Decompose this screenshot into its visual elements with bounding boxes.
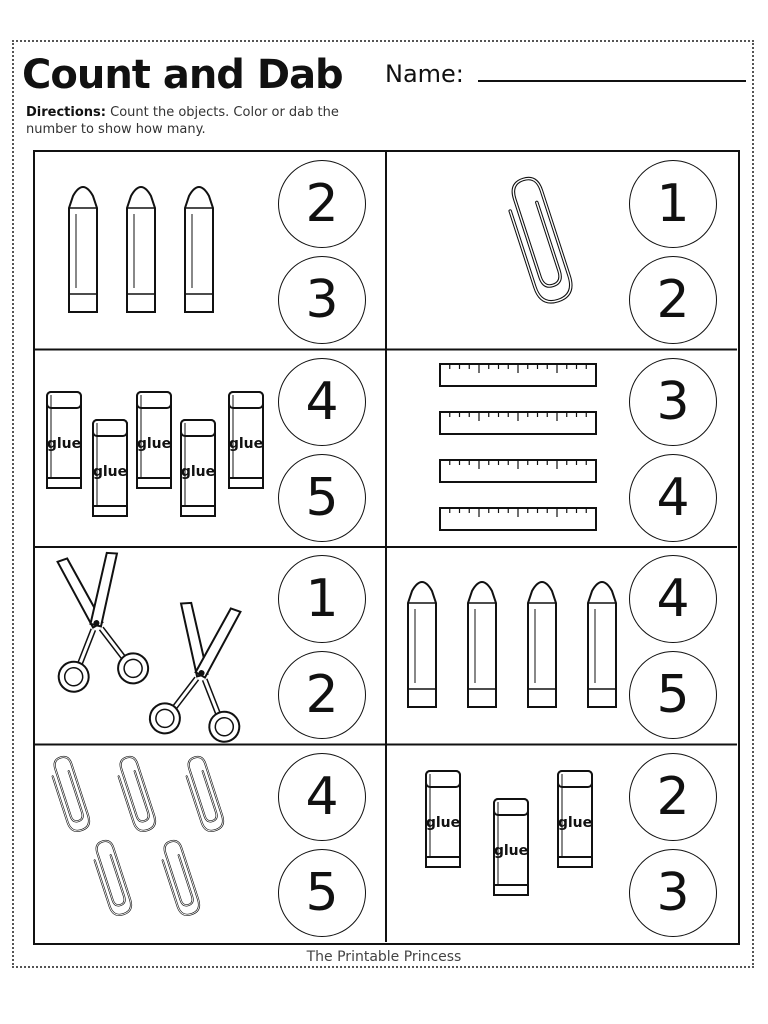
paperclip-icon	[158, 838, 202, 917]
glue-stick-icon	[47, 392, 81, 488]
glue-label: glue	[228, 435, 264, 452]
glue-stick-icon	[137, 392, 171, 488]
glue-label: glue	[557, 814, 593, 831]
objects-picture	[35, 350, 275, 548]
count-cell	[35, 350, 386, 548]
number-circle[interactable]: 2	[278, 651, 366, 739]
glue-label: glue	[180, 463, 216, 480]
number-circle[interactable]: 5	[278, 849, 366, 937]
glue-label: glue	[136, 435, 172, 452]
number-circle[interactable]: 2	[629, 256, 717, 344]
objects-picture	[386, 547, 626, 745]
number-circle[interactable]: 4	[629, 555, 717, 643]
directions-label: Directions:	[26, 105, 106, 120]
glue-stick-icon	[93, 420, 127, 516]
count-cell	[386, 152, 737, 350]
number-circle[interactable]: 3	[629, 358, 717, 446]
glue-label: glue	[425, 814, 461, 831]
name-line[interactable]	[478, 80, 746, 82]
glue-stick-icon	[229, 392, 263, 488]
count-cell	[386, 745, 737, 943]
worksheet-grid	[33, 150, 740, 945]
paperclip-icon	[182, 754, 226, 833]
objects-picture	[35, 745, 275, 943]
objects-picture	[386, 152, 626, 350]
name-label: Name:	[385, 60, 464, 88]
number-circle[interactable]: 2	[278, 160, 366, 248]
number-circle[interactable]: 1	[629, 160, 717, 248]
glue-label: glue	[46, 435, 82, 452]
glue-stick-icon	[181, 420, 215, 516]
glue-stick-icon	[558, 771, 592, 867]
number-circle[interactable]: 4	[278, 753, 366, 841]
ruler-icon	[440, 364, 596, 386]
paperclip-icon	[502, 175, 575, 306]
glue-stick-icon	[426, 771, 460, 867]
scissors-icon	[148, 599, 256, 743]
objects-picture	[35, 547, 275, 745]
objects-picture	[386, 745, 626, 943]
paperclip-icon	[114, 754, 158, 833]
count-cell	[35, 745, 386, 943]
number-circle[interactable]: 3	[629, 849, 717, 937]
objects-picture	[35, 152, 275, 350]
glue-label: glue	[92, 463, 128, 480]
credit: The Printable Princess	[306, 949, 462, 965]
count-cell	[386, 547, 737, 745]
paperclip-icon	[90, 838, 134, 917]
ruler-icon	[440, 412, 596, 434]
objects-picture	[386, 350, 626, 548]
ruler-icon	[440, 508, 596, 530]
number-circle[interactable]: 5	[278, 454, 366, 542]
count-cell	[35, 152, 386, 350]
number-circle[interactable]: 4	[629, 454, 717, 542]
directions	[26, 104, 346, 138]
number-circle[interactable]: 5	[629, 651, 717, 739]
scissors-icon	[42, 549, 150, 693]
paperclip-icon	[48, 754, 92, 833]
count-cell	[35, 547, 386, 745]
directions-text: Count the objects. Color or dab the number to show how many.	[26, 105, 339, 137]
glue-stick-icon	[494, 799, 528, 895]
number-circle[interactable]: 3	[278, 256, 366, 344]
page-title: Count and Dab	[22, 52, 343, 98]
count-cell	[386, 350, 737, 548]
ruler-icon	[440, 460, 596, 482]
number-circle[interactable]: 4	[278, 358, 366, 446]
number-circle[interactable]: 2	[629, 753, 717, 841]
glue-label: glue	[493, 842, 529, 859]
number-circle[interactable]: 1	[278, 555, 366, 643]
